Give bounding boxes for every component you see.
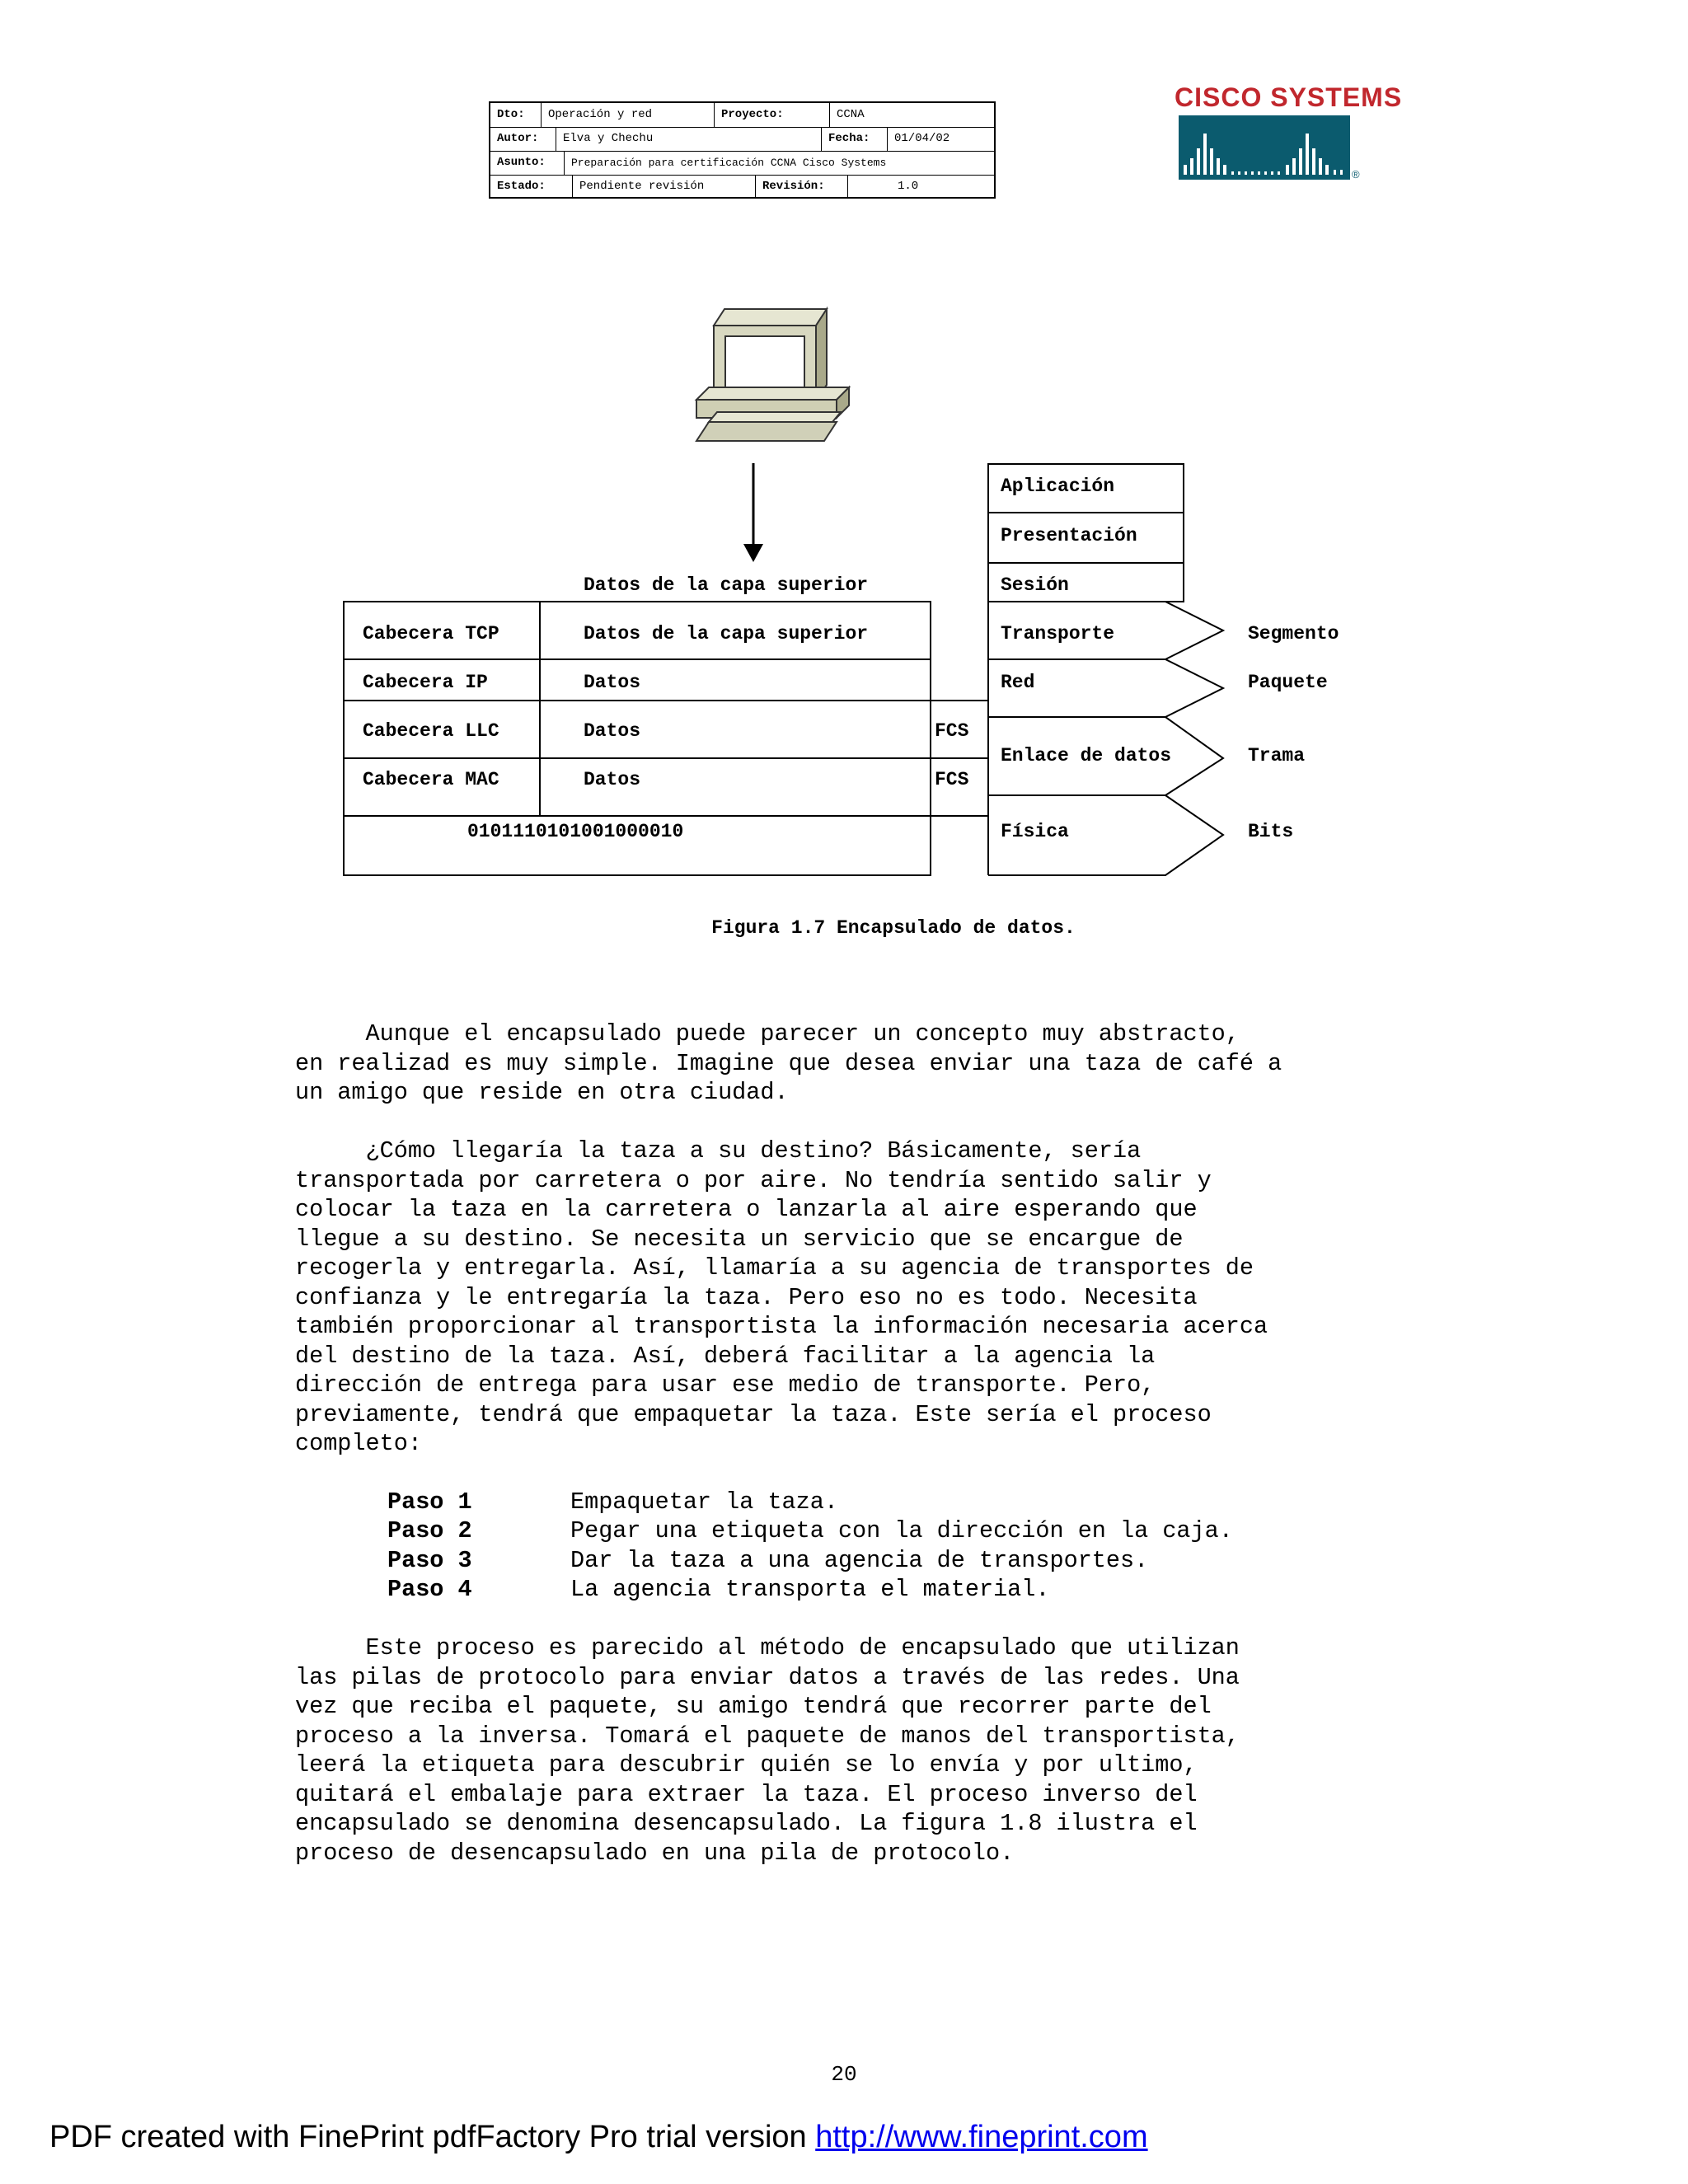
fcs-label: FCS [935,720,969,742]
header-cell: Asunto: [490,151,565,175]
header-cell: Autor: [490,127,556,151]
header-cell: CCNA [837,108,865,121]
cisco-logo-icon [1179,115,1350,180]
step-item [387,1488,838,1517]
header-cell: Proyecto: [715,103,830,127]
bits-stream: 0101110101001000010 [467,821,684,842]
header-row [490,151,994,176]
figure-caption: Figura 1.7 Encapsulado de datos. [711,917,1076,939]
encap-header: Cabecera MAC [363,769,499,790]
header-row [490,127,994,152]
header-cell: 01/04/02 [894,132,950,145]
header-row [490,175,994,199]
osi-layer: Aplicación [1001,476,1115,497]
footer-text: PDF created with FinePrint pdfFactory Pro trial version [49,2120,816,2154]
encap-header: Cabecera LLC [363,720,499,742]
pdu-label: Bits [1248,821,1294,842]
step-text: La agencia transporta el material. [570,1576,1050,1603]
step-item [387,1516,1233,1546]
footer-link[interactable]: http://www.fineprint.com [815,2120,1148,2154]
osi-layer: Enlace de datos [1001,745,1172,766]
step-item [387,1546,1148,1576]
step-item [387,1575,1050,1605]
paragraph: Aunque el encapsulado puede parecer un concepto muy abstracto, en realizad es muy simple. Imagine que desea enviar una taza de café a un amigo que reside en otra ciudad. [295,1020,1282,1106]
step-text: Pegar una etiqueta con la dirección en la caja. [570,1517,1233,1544]
pdu-label: Trama [1248,745,1306,766]
step-text: Dar la taza a una agencia de transportes. [570,1547,1149,1574]
pdu-label: Paquete [1248,672,1328,693]
fcs-label: FCS [935,769,969,790]
paragraph: Este proceso es parecido al método de encapsulado que utilizan las pilas de protocolo para enviar datos a través de las redes. Una vez que reciba el paquete, su amigo tendrá que recorrer parte del proceso a la inversa. Tomará el paquete de manos del transportista, leerá la etiqueta para descubrir quién se lo envía y por ultimo, quitará el embalaje para extraer la taza. El proceso inverso del encapsulado se denomina desencapsulado. La figura 1.8 ilustra el proceso de desencapsulado en una pila de protocolo. [295,1634,1240,1867]
encap-data: Datos de la capa superior [584,623,869,644]
top-data-label: Datos de la capa superior [584,574,869,596]
header-cell: Preparación para certificación CCNA Cisco Systems [571,157,887,169]
encap-header: Cabecera IP [363,672,488,693]
computer-icon [696,309,849,441]
step-label: Paso 4 [387,1576,472,1603]
header-cell: Dto: [490,103,542,127]
document-header-table [489,101,996,199]
registered-mark: ® [1352,168,1360,180]
encap-data: Datos [584,769,641,790]
header-cell: Elva y Chechu [556,127,822,151]
header-row [490,103,994,128]
osi-layer: Física [1001,821,1069,842]
paragraph: ¿Cómo llegaría la taza a su destino? Básicamente, sería transportada por carretera o por aire. No tendría sentido salir y colocar la taza en la carretera o lanzarla al aire esperando que llegue a su destino. Se necesita un servicio que se encargue de recogerla y entregarla. Así, llamaría a su agencia de transportes de confianza y le entregaría la taza. Pero eso no es todo. Necesita también proporcionar al transportista la información necesaria acerca del destino de la taza. Así, deberá facilitar a la agencia la dirección de entrega para usar ese medio de transporte. Pero, previamente, tendrá que empaquetar la taza. Este sería el proceso completo: [295,1137,1268,1457]
pdf-footer [49,2120,1148,2155]
osi-layer: Sesión [1001,574,1069,596]
header-cell: Revisión: [756,175,848,199]
osi-layer: Red [1001,672,1035,693]
page-number: 20 [831,2062,857,2087]
pdu-label: Segmento [1248,623,1339,644]
encap-header: Cabecera TCP [363,623,499,644]
step-label: Paso 3 [387,1547,472,1574]
header-cell: Pendiente revisión [573,175,756,199]
header-cell: 1.0 [898,180,919,193]
header-cell: Fecha: [822,127,888,151]
encap-data: Datos [584,672,641,693]
osi-layer: Transporte [1001,623,1115,644]
step-label: Paso 1 [387,1488,472,1516]
cisco-logo-text: CISCO SYSTEMS [1175,82,1403,112]
down-arrow-icon [743,463,763,562]
osi-layer: Presentación [1001,525,1137,546]
header-cell: Operación y red [542,103,715,127]
header-cell: Estado: [490,175,573,199]
step-label: Paso 2 [387,1517,472,1544]
step-text: Empaquetar la taza. [570,1488,838,1516]
encap-data: Datos [584,720,641,742]
